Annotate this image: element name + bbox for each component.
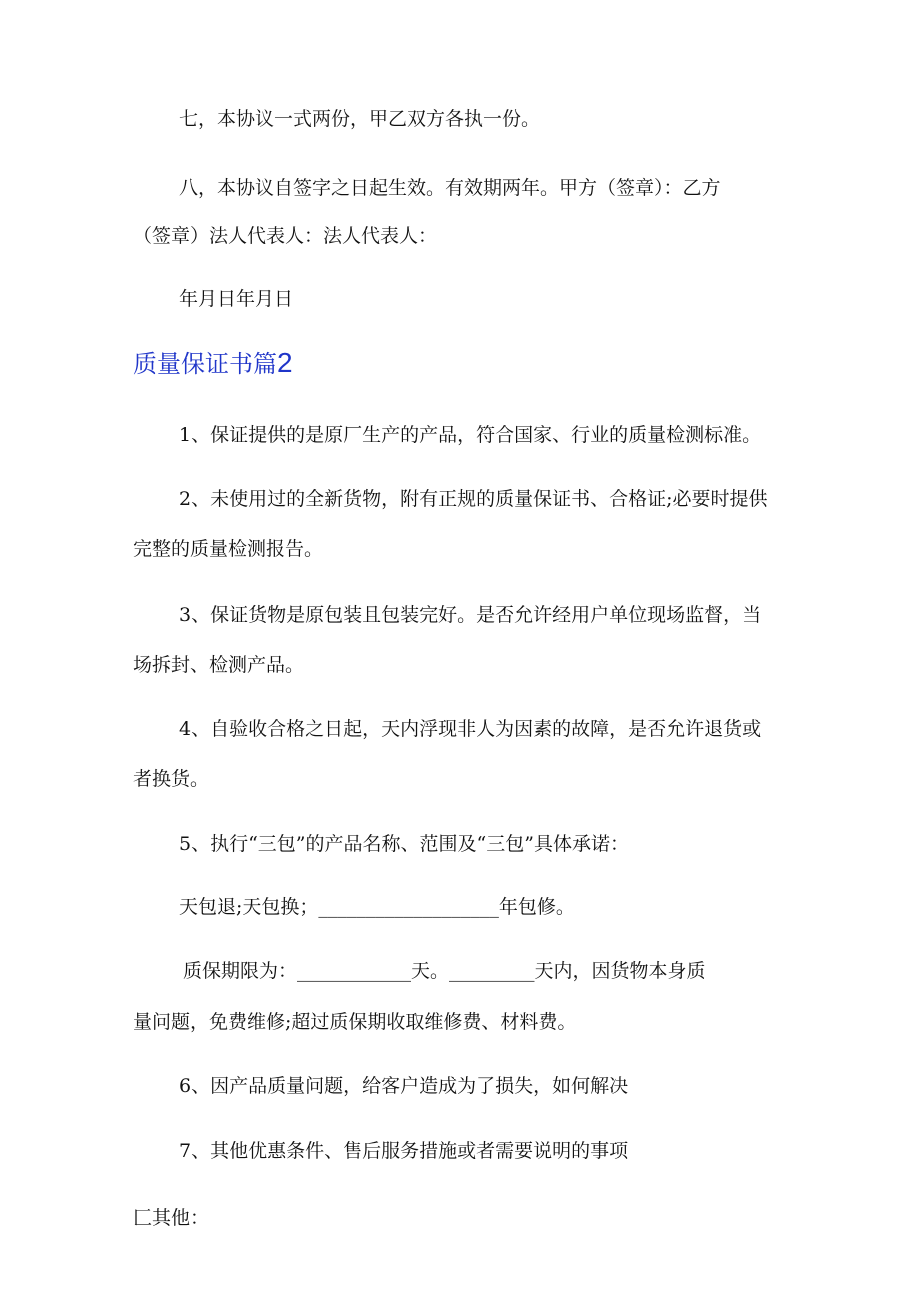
section-heading — [133, 348, 293, 379]
other-line: 匚其他： — [133, 1207, 210, 1229]
item-4-cont: 者换货。 — [133, 768, 210, 790]
item-6: 6、因产品质量问题，给客户造成为了损失，如何解决 — [179, 1075, 629, 1097]
item-1: 1、保证提供的是原厂生产的产品，符合国家、行业的质量检测标准。 — [179, 424, 762, 446]
section-heading-title: 质量保证书篇 — [133, 350, 277, 378]
item-2-cont: 完整的质量检测报告。 — [133, 538, 324, 560]
clause-seven: 七，本协议一式两份，甲乙双方各执一份。 — [179, 108, 541, 130]
item-5: 5、执行“三包”的产品名称、范围及“三包”具体承诺： — [179, 833, 629, 855]
item-2: 2、未使用过的全新货物，附有正规的质量保证书、合格证;必要时提供 — [179, 488, 768, 510]
warranty-period-line: 质保期限为：____________天。_________天内，因货物本身质 — [183, 960, 706, 982]
item-3-cont: 场拆封、检测产品。 — [133, 654, 305, 676]
item-3: 3、保证货物是原包装且包装完好。是否允许经用户单位现场监督，当 — [179, 604, 762, 626]
date-line: 年月日年月日 — [179, 288, 294, 310]
clause-eight-cont: （签章）法人代表人：法人代表人： — [133, 225, 438, 247]
item-7: 7、其他优惠条件、售后服务措施或者需要说明的事项 — [179, 1140, 629, 1162]
warranty-period-cont: 量问题，免费维修;超过质保期收取维修费、材料费。 — [133, 1011, 577, 1033]
section-heading-number: 2 — [277, 347, 293, 378]
clause-eight: 八，本协议自签字之日起生效。有效期两年。甲方（签章）：乙方 — [179, 177, 721, 199]
warranty-terms-line: 天包退;天包换；___________________年包修。 — [179, 896, 575, 918]
item-4: 4、自验收合格之日起，天内浮现非人为因素的故障，是否允许退货或 — [179, 718, 762, 740]
